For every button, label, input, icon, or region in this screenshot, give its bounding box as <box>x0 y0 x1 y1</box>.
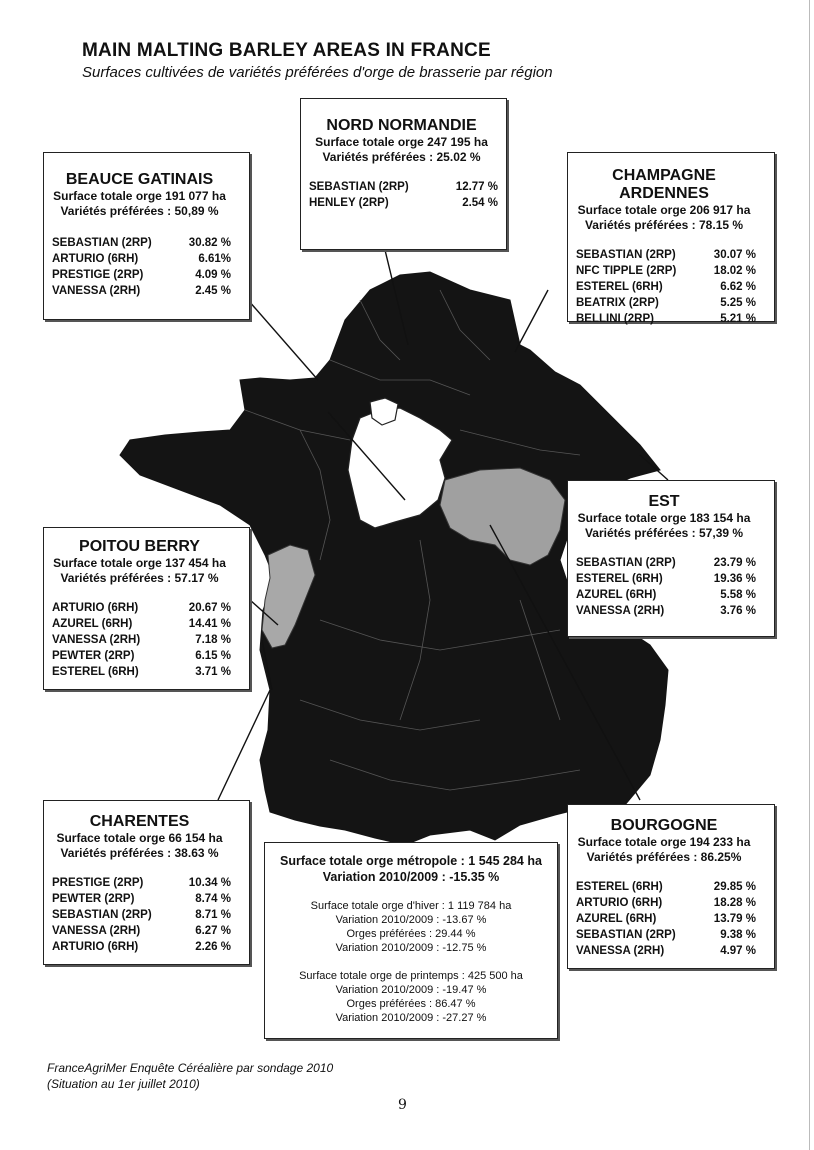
region-box-champagne-ardennes <box>567 152 775 325</box>
variety-row: AZUREL (6RH) 5.58 % <box>576 589 756 601</box>
region-surface: Surface totale orge 191 077 ha <box>53 189 226 203</box>
spring-preferred-variation: Variation 2010/2009 : -27.27 % <box>335 1012 487 1024</box>
variety-row: ARTURIO (6RH) 18.28 % <box>576 897 756 909</box>
variety-row: SEBASTIAN (2RP) 9.38 % <box>576 929 756 941</box>
summary-variation: Variation 2010/2009 : -15.35 % <box>322 870 500 884</box>
winter-variation: Variation 2010/2009 : -13.67 % <box>335 914 487 926</box>
spring-surface: Surface totale orge de printemps : 425 500 ha <box>299 970 523 982</box>
variety-row: PEWTER (2RP) 6.15 % <box>52 650 231 662</box>
variety-row: PRESTIGE (2RP) 4.09 % <box>52 269 231 281</box>
winter-preferred: Orges préférées : 29.44 % <box>346 928 476 940</box>
variety-row: NFC TIPPLE (2RP) 18.02 % <box>576 265 756 277</box>
region-preferred: Variétés préférées : 57,39 % <box>584 526 744 540</box>
region-box-est <box>567 480 775 637</box>
variety-row: AZUREL (6RH) 13.79 % <box>576 913 756 925</box>
national-summary-box <box>264 842 558 1039</box>
region-name: POITOU BERRY <box>79 538 200 555</box>
variety-row: SEBASTIAN (2RP) 23.79 % <box>576 557 756 569</box>
region-box-beauce-gatinais <box>43 152 250 320</box>
variety-row: VANESSA (2RH) 6.27 % <box>52 925 231 937</box>
variety-row: ARTURIO (6RH) 2.26 % <box>52 941 231 953</box>
variety-row: HENLEY (2RP) 2.54 % <box>309 197 498 209</box>
page-title: MAIN MALTING BARLEY AREAS IN FRANCE <box>82 40 491 61</box>
region-name: EST <box>648 493 680 510</box>
region-preferred: Variétés préférées : 50,89 % <box>60 204 219 218</box>
variety-row: VANESSA (2RH) 7.18 % <box>52 634 231 646</box>
situation-line: (Situation au 1er juillet 2010) <box>47 1077 200 1091</box>
variety-row: SEBASTIAN (2RP) 8.71 % <box>52 909 231 921</box>
region-name: CHAMPAGNE ARDENNES <box>612 167 716 202</box>
region-surface: Surface totale orge 183 154 ha <box>577 511 751 525</box>
variety-row: PEWTER (2RP) 8.74 % <box>52 893 231 905</box>
region-box-bourgogne <box>567 804 775 969</box>
region-name: CHARENTES <box>89 813 190 830</box>
variety-row: ESTEREL (6RH) 3.71 % <box>52 666 231 678</box>
variety-row: VANESSA (2RH) 3.76 % <box>576 605 756 617</box>
variety-row: VANESSA (2RH) 2.45 % <box>52 285 231 297</box>
region-surface: Surface totale orge 247 195 ha <box>315 135 488 149</box>
source-line: FranceAgriMer Enquête Céréalière par sondage 2010 <box>47 1061 334 1075</box>
variety-row: BEATRIX (2RP) 5.25 % <box>576 297 756 309</box>
page-subtitle: Surfaces cultivées de variétés préférées d'orge de brasserie par région <box>82 64 553 81</box>
region-surface: Surface totale orge 137 454 ha <box>53 556 226 570</box>
region-preferred: Variétés préférées : 25.02 % <box>322 150 481 164</box>
winter-surface: Surface totale orge d'hiver : 1 119 784 ha <box>310 900 512 912</box>
region-preferred: Variétés préférées : 57.17 % <box>60 571 219 585</box>
winter-preferred-variation: Variation 2010/2009 : -12.75 % <box>335 942 487 954</box>
variety-row: PRESTIGE (2RP) 10.34 % <box>52 877 231 889</box>
spring-preferred: Orges préférées : 86.47 % <box>346 998 476 1010</box>
variety-row: ESTEREL (6RH) 19.36 % <box>576 573 756 585</box>
variety-row: ARTURIO (6RH) 6.61% <box>52 253 231 265</box>
region-name: BOURGOGNE <box>610 817 718 834</box>
variety-row: ARTURIO (6RH) 20.67 % <box>52 602 231 614</box>
region-box-nord-normandie <box>300 98 507 250</box>
variety-row: BELLINI (2RP) 5.21 % <box>576 313 756 325</box>
region-preferred: Variétés préférées : 78.15 % <box>584 218 744 232</box>
region-preferred: Variétés préférées : 38.63 % <box>60 846 219 860</box>
page-number: 9 <box>398 1097 407 1113</box>
region-surface: Surface totale orge 194 233 ha <box>577 835 751 849</box>
region-name: BEAUCE GATINAIS <box>65 171 214 188</box>
variety-row: ESTEREL (6RH) 29.85 % <box>576 881 756 893</box>
variety-row: SEBASTIAN (2RP) 30.82 % <box>52 237 231 249</box>
variety-row: AZUREL (6RH) 14.41 % <box>52 618 231 630</box>
footer-source <box>47 1060 333 1092</box>
variety-row: ESTEREL (6RH) 6.62 % <box>576 281 756 293</box>
spring-variation: Variation 2010/2009 : -19.47 % <box>335 984 487 996</box>
region-surface: Surface totale orge 206 917 ha <box>577 203 751 217</box>
region-surface: Surface totale orge 66 154 ha <box>56 831 223 845</box>
summary-total: Surface totale orge métropole : 1 545 284 ha <box>280 854 542 868</box>
variety-row: SEBASTIAN (2RP) 30.07 % <box>576 249 756 261</box>
region-preferred: Variétés préférées : 86.25% <box>586 850 742 864</box>
region-name: NORD NORMANDIE <box>326 117 477 134</box>
variety-row: VANESSA (2RH) 4.97 % <box>576 945 756 957</box>
variety-row: SEBASTIAN (2RP) 12.77 % <box>309 181 498 193</box>
region-box-poitou-berry <box>43 527 250 690</box>
region-box-charentes <box>43 800 250 965</box>
